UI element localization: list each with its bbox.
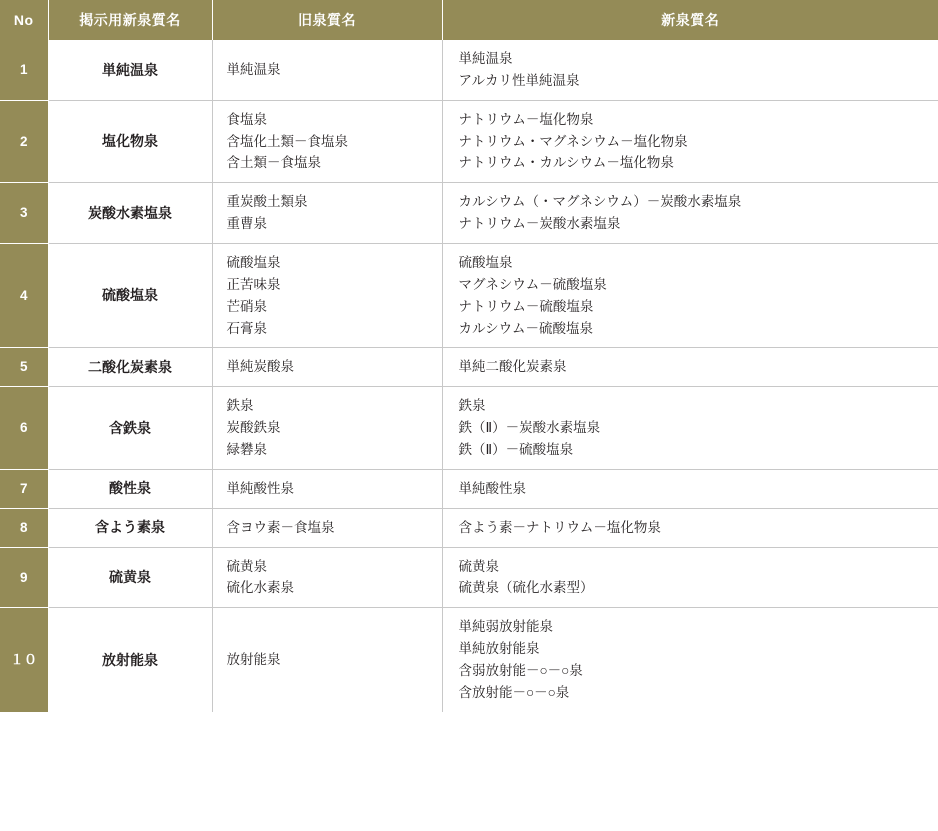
old-spring-name-line: 含ヨウ素－食塩泉	[226, 519, 335, 535]
new-spring-name-line: 単純温泉	[458, 51, 513, 66]
row-number: 8	[0, 508, 48, 547]
old-spring-name-line: 硫酸塩泉	[226, 255, 281, 271]
new-spring-name-line: 単純酸性泉	[458, 480, 526, 496]
new-spring-name-line: 単純弱放射能泉	[458, 619, 553, 635]
old-spring-name-line: 炭酸鉄泉	[226, 420, 281, 436]
row-number: 5	[0, 348, 48, 387]
new-spring-names	[442, 244, 938, 348]
table-row	[0, 40, 938, 100]
table-row	[0, 508, 938, 547]
new-spring-name-line: 硫黄泉（硫化水素型）	[458, 580, 594, 596]
display-spring-name: 硫黄泉	[48, 547, 212, 608]
column-header-old-name: 旧泉質名	[212, 0, 442, 40]
new-spring-name-line: カルシウム－硫酸塩泉	[458, 320, 594, 336]
old-spring-name-line: 食塩泉	[226, 111, 267, 127]
old-spring-name-line: 含土類－食塩泉	[226, 155, 321, 171]
old-spring-name-line: 単純酸性泉	[226, 480, 294, 496]
new-spring-names	[442, 547, 938, 608]
new-spring-name-line: 鉄（Ⅱ）－炭酸水素塩泉	[458, 420, 601, 436]
new-spring-name-line: 含よう素－ナトリウム－塩化物泉	[458, 519, 661, 535]
display-spring-name: 含鉄泉	[48, 387, 212, 470]
old-spring-name-line: 硫化水素泉	[226, 580, 294, 596]
new-spring-names	[442, 387, 938, 470]
old-spring-names	[212, 100, 442, 183]
table-row	[0, 547, 938, 608]
row-number: １０	[0, 608, 48, 712]
table-row	[0, 183, 938, 244]
new-spring-name-line: カルシウム（・マグネシウム）－炭酸水素塩泉	[458, 194, 742, 210]
new-spring-names	[442, 40, 938, 100]
display-spring-name: 放射能泉	[48, 608, 212, 712]
old-spring-names	[212, 387, 442, 470]
old-spring-names	[212, 183, 442, 244]
row-number: 4	[0, 244, 48, 348]
display-spring-name: 含よう素泉	[48, 508, 212, 547]
new-spring-names	[442, 100, 938, 183]
old-spring-name-line: 石膏泉	[226, 320, 267, 336]
old-spring-name-line: 含塩化土類－食塩泉	[226, 133, 348, 149]
row-number: 9	[0, 547, 48, 608]
new-spring-name-line: 含放射能－○－○泉	[458, 684, 570, 700]
new-spring-name-line: 硫酸塩泉	[458, 255, 513, 271]
old-spring-name-line: 鉄泉	[226, 398, 254, 414]
old-spring-names	[212, 547, 442, 608]
old-spring-name-line: 緑礬泉	[226, 442, 267, 458]
new-spring-name-line: ナトリウム－炭酸水素塩泉	[458, 216, 621, 232]
new-spring-names	[442, 469, 938, 508]
old-spring-names	[212, 348, 442, 387]
new-spring-name-line: 含弱放射能－○－○泉	[458, 663, 583, 679]
old-spring-name-line: 放射能泉	[226, 652, 281, 668]
table-header	[0, 0, 938, 40]
row-number: 2	[0, 100, 48, 183]
new-spring-name-line: ナトリウム－硫酸塩泉	[458, 298, 594, 314]
row-number: 7	[0, 469, 48, 508]
table-row	[0, 387, 938, 470]
new-spring-name-line: アルカリ性単純温泉	[458, 72, 580, 88]
new-spring-name-line: マグネシウム－硫酸塩泉	[458, 276, 607, 292]
row-number: 3	[0, 183, 48, 244]
old-spring-names	[212, 244, 442, 348]
old-spring-name-line: 硫黄泉	[226, 558, 267, 574]
table-body	[0, 40, 938, 712]
column-header-no: No	[0, 0, 48, 40]
new-spring-name-line: 単純放射能泉	[458, 641, 540, 657]
display-spring-name: 炭酸水素塩泉	[48, 183, 212, 244]
new-spring-name-line: ナトリウム・マグネシウム－塩化物泉	[458, 133, 688, 149]
table-row	[0, 348, 938, 387]
old-spring-name-line: 正苦味泉	[226, 276, 281, 292]
display-spring-name: 二酸化炭素泉	[48, 348, 212, 387]
new-spring-name-line: 鉄泉	[458, 398, 486, 414]
old-spring-name-line: 単純温泉	[226, 61, 281, 77]
column-header-new-name: 新泉質名	[442, 0, 938, 40]
new-spring-names	[442, 608, 938, 712]
old-spring-name-line: 重炭酸土類泉	[226, 194, 308, 210]
new-spring-name-line: 鉄（Ⅱ）－硫酸塩泉	[458, 442, 574, 458]
display-spring-name: 硫酸塩泉	[48, 244, 212, 348]
display-spring-name: 酸性泉	[48, 469, 212, 508]
old-spring-name-line: 重曹泉	[226, 216, 267, 232]
row-number: 6	[0, 387, 48, 470]
table-row	[0, 608, 938, 712]
table-row	[0, 469, 938, 508]
new-spring-name-line: 単純二酸化炭素泉	[458, 359, 567, 375]
old-spring-name-line: 単純炭酸泉	[226, 359, 294, 375]
old-spring-name-line: 芒硝泉	[226, 298, 267, 314]
table-row	[0, 100, 938, 183]
column-header-display-name: 掲示用新泉質名	[48, 0, 212, 40]
new-spring-names	[442, 348, 938, 387]
old-spring-names	[212, 508, 442, 547]
new-spring-name-line: 硫黄泉	[458, 558, 499, 574]
new-spring-names	[442, 508, 938, 547]
display-spring-name: 単純温泉	[48, 40, 212, 100]
old-spring-names	[212, 40, 442, 100]
row-number: 1	[0, 40, 48, 100]
new-spring-names	[442, 183, 938, 244]
table-header-row	[0, 0, 938, 40]
new-spring-name-line: ナトリウム・カルシウム－塩化物泉	[458, 155, 674, 171]
display-spring-name: 塩化物泉	[48, 100, 212, 183]
table-row	[0, 244, 938, 348]
new-spring-name-line: ナトリウム－塩化物泉	[458, 111, 594, 127]
old-spring-names	[212, 608, 442, 712]
old-spring-names	[212, 469, 442, 508]
